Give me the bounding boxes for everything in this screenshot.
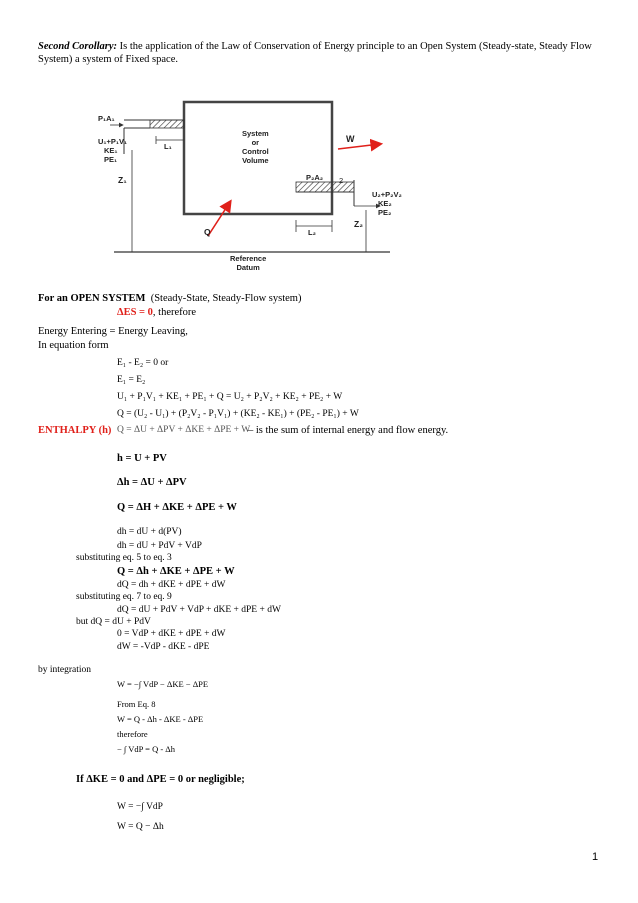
derivation-d3: Q = Δh + ΔKE + ΔPE + W <box>117 566 235 577</box>
reference-text: Reference <box>230 254 267 263</box>
intro-label: Second Corollary: <box>38 41 118 52</box>
negligible-n2: W = Q − Δh <box>117 822 164 832</box>
ke2-text: KE₂ <box>378 199 392 208</box>
or-text: or <box>251 138 260 147</box>
equation-form-line: In equation form <box>38 340 109 351</box>
control-text: Control <box>242 147 269 156</box>
label-l1: L₁ <box>164 142 172 151</box>
open-system-subtitle: (Steady-State, Steady-Flow system) <box>150 293 302 304</box>
equation-e3: U₁ + P₁V₁ + KE₁ + PE₁ + Q = U₂ + P₂V₂ + KE₂ + PE₂ + W <box>117 392 343 402</box>
bold-eq-h: h = U + PV <box>117 453 167 464</box>
derivation-d1: dh = dU + d(PV) <box>117 527 182 537</box>
delta-es-line <box>117 306 196 319</box>
label-w: W <box>346 134 355 144</box>
label-inlet-energy <box>98 137 127 164</box>
label-z2: Z₂ <box>354 219 363 229</box>
integration-i5: − ∫ VdP = Q - Δh <box>117 744 175 754</box>
label-q: Q <box>204 227 211 237</box>
derivation-d5: dQ = dU + PdV + VdP + dKE + dPE + dW <box>117 605 281 615</box>
pe2-text: PE₂ <box>378 208 392 217</box>
integration-i1: W = −∫ VdP − ΔKE − ΔPE <box>117 679 209 689</box>
derivation-s3: but dQ = dU + PdV <box>76 617 151 627</box>
open-system-heading: For an OPEN SYSTEM <box>38 293 146 304</box>
derivation-d4: dQ = dh + dKE + dPE + dW <box>117 580 226 590</box>
page-number: 1 <box>592 851 599 863</box>
derivation-d7: dW = -VdP - dKE - dPE <box>117 642 210 652</box>
bold-eq-q: Q = ΔH + ΔKE + ΔPE + W <box>117 502 237 513</box>
negligible-label: If ΔKE = 0 and ΔPE = 0 or negligible; <box>76 774 245 785</box>
pe1-text: PE₁ <box>104 155 118 164</box>
label-two: 2 <box>339 176 344 185</box>
equation-e2: E₁ = E₂ <box>117 375 146 385</box>
integration-i3: W = Q - Δh - ΔKE - ΔPE <box>117 714 204 724</box>
system-text: System <box>242 129 269 138</box>
label-system <box>242 129 269 165</box>
therefore-text: , therefore <box>152 307 197 318</box>
diagram-drawing <box>90 94 510 278</box>
ke1-text: KE₁ <box>104 146 118 155</box>
label-z1: Z₁ <box>118 175 127 185</box>
enthalpy-label: ENTHALPY (h) <box>38 425 112 436</box>
volume-text: Volume <box>242 156 269 165</box>
open-system-heading-line <box>38 292 301 305</box>
derivation-s2: substituting eq. 7 to eq. 9 <box>76 592 172 602</box>
label-reference-datum <box>230 254 266 272</box>
integration-i4: therefore <box>117 729 148 739</box>
equation-e4: Q = (U₂ - U₁) + (P₂V₂ - P₁V₁) + (KE₂ - KE₁) + (PE₂ - PE₁) + W <box>117 409 359 419</box>
label-p1a1: P₁A₁ <box>98 114 115 123</box>
enthalpy-definition: – is the sum of internal energy and flow energy. <box>248 425 449 436</box>
bold-eq-dh: Δh = ΔU + ΔPV <box>117 477 187 488</box>
energy-entering-line: Energy Entering = Energy Leaving, <box>38 326 188 337</box>
integration-label: by integration <box>38 665 92 675</box>
open-system-diagram <box>90 94 510 278</box>
intro-text: Is the application of the Law of Conservation of Energy principle to an Open System (Steady-state, Steady Flow System) a system of Fixed space. <box>38 41 592 65</box>
label-p2a2: P₂A₂ <box>306 173 324 182</box>
inlet-energy-text: U₁+P₁V₁ <box>98 137 128 146</box>
negligible-n1: W = −∫ VdP <box>117 802 163 812</box>
equation-e1: E₁ - E₂ = 0 or <box>117 358 169 368</box>
label-l2: L₂ <box>308 228 316 237</box>
overlap-equation: Q = ΔU + ΔPV + ΔKE + ΔPE + W <box>117 425 251 435</box>
derivation-d2: dh = dU + PdV + VdP <box>117 541 202 551</box>
intro-paragraph <box>38 40 608 66</box>
label-outlet-energy <box>372 190 402 217</box>
integration-i2: From Eq. 8 <box>117 699 156 709</box>
enthalpy-line <box>38 424 111 437</box>
derivation-s1: substituting eq. 5 to eq. 3 <box>76 553 172 563</box>
derivation-d6: 0 = VdP + dKE + dPE + dW <box>117 629 226 639</box>
datum-text: Datum <box>236 263 260 272</box>
outlet-energy-text: U₂+P₂V₂ <box>372 190 402 199</box>
delta-es: ΔES = 0 <box>117 307 153 318</box>
